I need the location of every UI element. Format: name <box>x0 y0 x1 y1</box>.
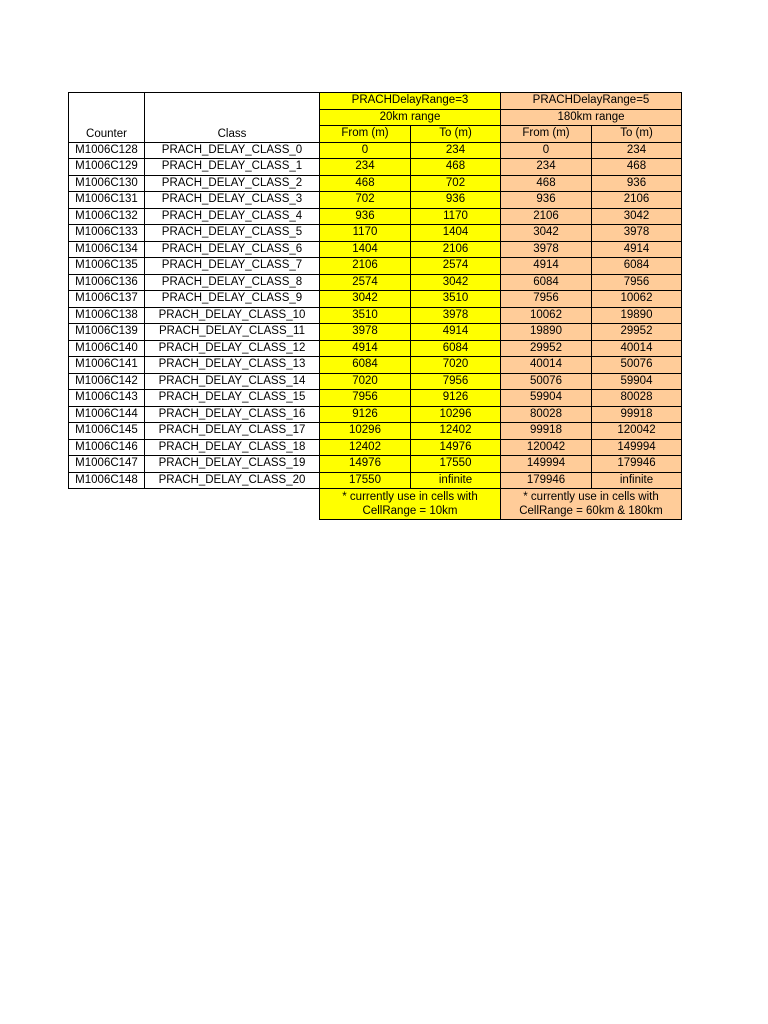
table-row <box>69 423 682 440</box>
group-a-to-cell: 1404 <box>411 225 501 242</box>
counter-cell: M1006C141 <box>69 357 145 374</box>
table-row <box>69 456 682 473</box>
class-cell: PRACH_DELAY_CLASS_18 <box>145 439 320 456</box>
group-b-to-cell: 4914 <box>592 241 682 258</box>
table-row <box>69 307 682 324</box>
class-cell: PRACH_DELAY_CLASS_3 <box>145 192 320 209</box>
group-a-title-header: PRACHDelayRange=3 <box>320 93 501 110</box>
counter-cell: M1006C131 <box>69 192 145 209</box>
table-row <box>69 225 682 242</box>
group-a-to-cell: 9126 <box>411 390 501 407</box>
group-b-to-cell: 6084 <box>592 258 682 275</box>
table-row <box>69 159 682 176</box>
class-cell: PRACH_DELAY_CLASS_13 <box>145 357 320 374</box>
group-a-to-cell: 3042 <box>411 274 501 291</box>
notes-row <box>69 489 682 520</box>
group-a-from-cell: 12402 <box>320 439 411 456</box>
class-cell: PRACH_DELAY_CLASS_7 <box>145 258 320 275</box>
group-a-to-cell: 468 <box>411 159 501 176</box>
group-b-to-cell: 234 <box>592 142 682 159</box>
group-b-to-cell: 7956 <box>592 274 682 291</box>
group-a-to-cell: 4914 <box>411 324 501 341</box>
group-b-from-header: From (m) <box>501 126 592 143</box>
class-cell: PRACH_DELAY_CLASS_1 <box>145 159 320 176</box>
group-b-to-cell: 120042 <box>592 423 682 440</box>
spreadsheet-area <box>68 92 682 520</box>
group-b-to-cell: 10062 <box>592 291 682 308</box>
group-a-from-cell: 14976 <box>320 456 411 473</box>
counter-cell: M1006C128 <box>69 142 145 159</box>
group-a-to-cell: 17550 <box>411 456 501 473</box>
group-a-from-cell: 1170 <box>320 225 411 242</box>
class-cell: PRACH_DELAY_CLASS_12 <box>145 340 320 357</box>
group-b-to-cell: infinite <box>592 472 682 489</box>
group-b-from-cell: 936 <box>501 192 592 209</box>
group-b-to-cell: 2106 <box>592 192 682 209</box>
table-row <box>69 357 682 374</box>
group-a-from-cell: 234 <box>320 159 411 176</box>
prach-delay-class-table <box>68 92 682 520</box>
group-b-from-cell: 6084 <box>501 274 592 291</box>
class-cell: PRACH_DELAY_CLASS_5 <box>145 225 320 242</box>
class-cell: PRACH_DELAY_CLASS_11 <box>145 324 320 341</box>
group-a-note: * currently use in cells with CellRange = 10km <box>320 489 501 520</box>
counter-cell: M1006C136 <box>69 274 145 291</box>
group-b-from-cell: 99918 <box>501 423 592 440</box>
group-b-from-cell: 120042 <box>501 439 592 456</box>
counter-cell: M1006C134 <box>69 241 145 258</box>
class-cell: PRACH_DELAY_CLASS_2 <box>145 175 320 192</box>
group-a-from-cell: 6084 <box>320 357 411 374</box>
table-row <box>69 406 682 423</box>
counter-cell: M1006C139 <box>69 324 145 341</box>
counter-cell: M1006C135 <box>69 258 145 275</box>
group-b-to-cell: 29952 <box>592 324 682 341</box>
group-a-from-cell: 7956 <box>320 390 411 407</box>
group-b-from-cell: 179946 <box>501 472 592 489</box>
counter-cell: M1006C146 <box>69 439 145 456</box>
group-a-from-cell: 0 <box>320 142 411 159</box>
group-b-to-cell: 99918 <box>592 406 682 423</box>
counter-cell: M1006C137 <box>69 291 145 308</box>
group-a-from-cell: 3510 <box>320 307 411 324</box>
counter-cell: M1006C140 <box>69 340 145 357</box>
class-cell: PRACH_DELAY_CLASS_9 <box>145 291 320 308</box>
group-a-to-cell: 936 <box>411 192 501 209</box>
class-cell: PRACH_DELAY_CLASS_17 <box>145 423 320 440</box>
table-row <box>69 324 682 341</box>
table-row <box>69 439 682 456</box>
group-a-to-cell: infinite <box>411 472 501 489</box>
class-cell: PRACH_DELAY_CLASS_14 <box>145 373 320 390</box>
group-b-to-cell: 80028 <box>592 390 682 407</box>
group-b-to-cell: 40014 <box>592 340 682 357</box>
header-row-title <box>69 93 682 110</box>
group-a-to-cell: 12402 <box>411 423 501 440</box>
table-row <box>69 258 682 275</box>
group-a-to-cell: 3978 <box>411 307 501 324</box>
group-b-to-cell: 3042 <box>592 208 682 225</box>
group-a-from-cell: 10296 <box>320 423 411 440</box>
counter-cell: M1006C148 <box>69 472 145 489</box>
class-cell: PRACH_DELAY_CLASS_8 <box>145 274 320 291</box>
group-a-to-cell: 10296 <box>411 406 501 423</box>
class-cell: PRACH_DELAY_CLASS_20 <box>145 472 320 489</box>
group-b-from-cell: 59904 <box>501 390 592 407</box>
class-cell: PRACH_DELAY_CLASS_10 <box>145 307 320 324</box>
group-b-to-cell: 179946 <box>592 456 682 473</box>
group-b-from-cell: 3042 <box>501 225 592 242</box>
group-a-to-cell: 2574 <box>411 258 501 275</box>
counter-cell: M1006C143 <box>69 390 145 407</box>
group-a-from-cell: 702 <box>320 192 411 209</box>
table-row <box>69 192 682 209</box>
group-a-to-cell: 14976 <box>411 439 501 456</box>
table-row <box>69 390 682 407</box>
group-b-from-cell: 0 <box>501 142 592 159</box>
group-a-to-cell: 1170 <box>411 208 501 225</box>
table-row <box>69 373 682 390</box>
group-a-from-header: From (m) <box>320 126 411 143</box>
table-row <box>69 208 682 225</box>
class-cell: PRACH_DELAY_CLASS_16 <box>145 406 320 423</box>
group-a-from-cell: 936 <box>320 208 411 225</box>
group-b-to-cell: 936 <box>592 175 682 192</box>
group-b-from-cell: 7956 <box>501 291 592 308</box>
group-a-from-cell: 17550 <box>320 472 411 489</box>
counter-cell: M1006C133 <box>69 225 145 242</box>
group-a-from-cell: 3978 <box>320 324 411 341</box>
table-row <box>69 274 682 291</box>
table-row <box>69 472 682 489</box>
table-row <box>69 142 682 159</box>
group-b-from-cell: 3978 <box>501 241 592 258</box>
group-a-from-cell: 468 <box>320 175 411 192</box>
class-cell: PRACH_DELAY_CLASS_4 <box>145 208 320 225</box>
class-cell: PRACH_DELAY_CLASS_15 <box>145 390 320 407</box>
group-a-from-cell: 2106 <box>320 258 411 275</box>
group-b-to-cell: 149994 <box>592 439 682 456</box>
table-row <box>69 340 682 357</box>
class-cell: PRACH_DELAY_CLASS_6 <box>145 241 320 258</box>
group-b-title-header: PRACHDelayRange=5 <box>501 93 682 110</box>
group-b-to-cell: 3978 <box>592 225 682 242</box>
group-a-from-cell: 4914 <box>320 340 411 357</box>
group-a-to-header: To (m) <box>411 126 501 143</box>
group-b-to-cell: 59904 <box>592 373 682 390</box>
group-b-from-cell: 468 <box>501 175 592 192</box>
counter-cell: M1006C129 <box>69 159 145 176</box>
counter-cell: M1006C138 <box>69 307 145 324</box>
group-b-to-cell: 50076 <box>592 357 682 374</box>
group-a-from-cell: 2574 <box>320 274 411 291</box>
group-b-from-cell: 80028 <box>501 406 592 423</box>
table-row <box>69 241 682 258</box>
group-a-from-cell: 3042 <box>320 291 411 308</box>
group-a-to-cell: 234 <box>411 142 501 159</box>
counter-cell: M1006C130 <box>69 175 145 192</box>
group-a-from-cell: 1404 <box>320 241 411 258</box>
group-b-from-cell: 149994 <box>501 456 592 473</box>
group-b-to-cell: 468 <box>592 159 682 176</box>
group-a-to-cell: 702 <box>411 175 501 192</box>
group-b-range-header: 180km range <box>501 109 682 126</box>
group-b-from-cell: 10062 <box>501 307 592 324</box>
counter-cell: M1006C145 <box>69 423 145 440</box>
table-row <box>69 291 682 308</box>
counter-cell: M1006C144 <box>69 406 145 423</box>
class-cell: PRACH_DELAY_CLASS_0 <box>145 142 320 159</box>
group-a-to-cell: 3510 <box>411 291 501 308</box>
group-b-from-cell: 2106 <box>501 208 592 225</box>
group-b-from-cell: 40014 <box>501 357 592 374</box>
group-a-to-cell: 7020 <box>411 357 501 374</box>
group-b-from-cell: 4914 <box>501 258 592 275</box>
group-a-from-cell: 9126 <box>320 406 411 423</box>
class-cell: PRACH_DELAY_CLASS_19 <box>145 456 320 473</box>
group-a-range-header: 20km range <box>320 109 501 126</box>
group-a-to-cell: 7956 <box>411 373 501 390</box>
group-b-from-cell: 234 <box>501 159 592 176</box>
group-b-from-cell: 19890 <box>501 324 592 341</box>
group-b-to-header: To (m) <box>592 126 682 143</box>
group-a-to-cell: 6084 <box>411 340 501 357</box>
group-b-note: * currently use in cells with CellRange = 60km & 180km <box>501 489 682 520</box>
group-b-from-cell: 50076 <box>501 373 592 390</box>
class-header: Class <box>145 93 320 143</box>
table-row <box>69 175 682 192</box>
group-a-from-cell: 7020 <box>320 373 411 390</box>
counter-cell: M1006C132 <box>69 208 145 225</box>
group-b-to-cell: 19890 <box>592 307 682 324</box>
counter-cell: M1006C147 <box>69 456 145 473</box>
counter-header: Counter <box>69 93 145 143</box>
group-a-to-cell: 2106 <box>411 241 501 258</box>
group-b-from-cell: 29952 <box>501 340 592 357</box>
empty-cell <box>69 489 320 520</box>
counter-cell: M1006C142 <box>69 373 145 390</box>
